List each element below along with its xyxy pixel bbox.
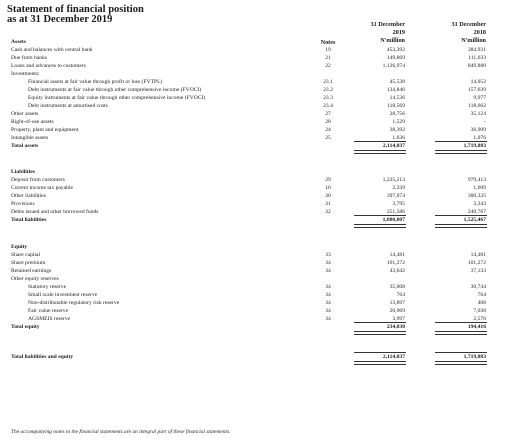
double-rule [435,224,487,228]
value-2019: 2,114,037 [382,143,405,149]
value-2018: - [484,119,486,125]
table-row [0,54,526,62]
single-rule [354,352,406,353]
value-2019: 28,756 [389,111,405,117]
value-2019: 35,008 [389,284,405,290]
page-subtitle: as at 31 December 2019 [7,14,113,25]
single-rule [354,141,406,142]
value-2019: 45,538 [389,79,405,85]
row-note: 23.2 [323,87,333,93]
row-note: 21 [325,55,331,61]
row-note: 34 [325,308,331,314]
value-2018: 9,977 [473,95,486,101]
value-2018: 37,133 [470,268,486,274]
column-header-2019: 31 December 2019 N'million [370,21,405,44]
row-label: Assets [11,39,26,45]
table-row [0,86,526,94]
row-label: Due from banks [11,55,48,61]
table-row [0,78,526,86]
single-rule [435,352,487,353]
table-row [0,243,526,251]
value-2018: 1,609 [473,185,486,191]
single-rule [354,215,406,216]
row-note: 31 [325,201,331,207]
row-label: Current income tax payable [11,185,73,191]
row-note: 27 [325,111,331,117]
row-note: 34 [325,300,331,306]
value-2018: 30,744 [470,284,486,290]
table-row [0,353,526,361]
single-rule [435,141,487,142]
single-rule [435,322,487,323]
table-row [0,126,526,134]
row-label: AGSMEIS reserve [28,316,71,322]
value-2019: 14,536 [389,95,405,101]
row-note: 23.1 [323,79,333,85]
value-2018: 849,880 [467,63,486,69]
row-note: 23.4 [323,103,333,109]
row-label: Cash and balances with central bank [11,47,93,53]
row-note: 34 [325,316,331,322]
row-label: Retained earnings [11,268,52,274]
value-2019: 1,636 [392,135,405,141]
row-label: Right-of-use assets [11,119,54,125]
row-label: Other liabilities [11,193,46,199]
row-note: 24 [325,127,331,133]
row-label: Statutory reserve [28,284,67,290]
value-2019: 20,969 [389,308,405,314]
row-note: 33 [325,252,331,258]
value-2018: 111,633 [468,55,486,61]
value-2019: 397,074 [386,193,405,199]
value-2018: 408 [477,300,486,306]
value-2019: 3,997 [392,316,405,322]
table-row [0,275,526,283]
table-row [0,267,526,275]
value-2018: 979,413 [467,177,486,183]
table-row [0,62,526,70]
row-label: Total liabilities [11,217,47,223]
value-2019: 38,392 [389,127,405,133]
double-rule [435,361,487,365]
row-note: 30 [325,193,331,199]
value-2019: 764 [396,292,405,298]
table-row [0,323,526,331]
table-row [0,259,526,267]
column-header-2018: 31 December 2018 N'million [451,21,486,44]
row-label: Investments: [11,71,40,77]
table-row [0,216,526,224]
value-2019: 1,126,974 [382,63,405,69]
table-row [0,176,526,184]
value-2019: 43,642 [389,268,405,274]
table-row [0,299,526,307]
table-row [0,251,526,259]
notes-column-header: Notes [320,39,336,46]
value-2019: 234,030 [386,324,405,330]
value-2019: 453,392 [386,47,405,53]
value-2018: 300,335 [467,193,486,199]
value-2018: 194,416 [467,324,486,330]
row-note: 28 [325,119,331,125]
row-label: Share capital [11,252,41,258]
value-2019: 1,880,007 [382,217,405,223]
page-title: Statement of financial position [7,4,144,15]
double-rule [354,331,406,335]
table-row [0,200,526,208]
row-label: Provisions [11,201,35,207]
row-note: 34 [325,268,331,274]
value-2019: 149,869 [386,55,405,61]
row-note: 25 [325,135,331,141]
row-label: Equity [11,244,28,250]
table-row [0,283,526,291]
row-label: Fair value reserve [28,308,69,314]
value-2018: 1,719,883 [463,354,486,360]
row-label: Other assets [11,111,39,117]
row-note: 22 [325,63,331,69]
row-label: Non-distributable regulatory risk reserve [28,300,120,306]
value-2018: 384,931 [467,47,486,53]
double-rule [435,150,487,154]
value-2018: 36,909 [470,127,486,133]
row-note: 29 [325,177,331,183]
value-2019: 14,481 [389,252,405,258]
value-2019: 1,225,213 [382,177,405,183]
value-2018: 1,076 [473,135,486,141]
single-rule [435,215,487,216]
row-note: 16 [325,185,331,191]
row-note: 23.3 [323,95,333,101]
table-row [0,142,526,150]
row-label: Liabilities [11,169,35,175]
row-label: Equity instruments at fair value through other comprehensive income (FVOCI) [28,95,206,101]
row-label: Intangible assets [11,135,49,141]
value-2019: 118,569 [387,103,405,109]
single-rule [354,322,406,323]
row-label: Total equity [11,324,40,330]
table-row [0,94,526,102]
table-row [0,38,526,46]
row-note: 34 [325,292,331,298]
value-2019: 1,529 [392,119,405,125]
row-note: 19 [325,47,331,53]
table-row [0,46,526,54]
value-2018: 240,767 [467,209,486,215]
table-row [0,291,526,299]
row-label: Other equity reserves [11,276,59,282]
double-rule [354,361,406,365]
value-2018: 157,639 [467,87,486,93]
value-2018: 1,719,883 [463,143,486,149]
row-label: Total liabilities and equity [11,354,74,360]
value-2018: 101,272 [467,260,486,266]
table-row [0,110,526,118]
value-2019: 3,795 [392,201,405,207]
row-label: Financial assets at fair value through profit or loss (FVTPL) [28,79,163,85]
table-row [0,102,526,110]
value-2018: 1,525,467 [463,217,486,223]
row-label: Small scale investment reserve [28,292,98,298]
double-rule [354,224,406,228]
row-label: Total assets [11,143,39,149]
row-label: Share premium [11,260,46,266]
row-label: Debt instruments at amortised costs [28,103,108,109]
value-2018: 14,052 [470,79,486,85]
row-label: Debt instruments at fair value through other comprehensive income (FVOCI) [28,87,202,93]
row-label: Loans and advances to customers [11,63,86,69]
value-2018: 35,124 [470,111,486,117]
value-2018: 118,662 [468,103,486,109]
table-row [0,118,526,126]
value-2019: 2,114,037 [382,354,405,360]
row-label: Property, plant and equipment [11,127,79,133]
value-2018: 7,038 [473,308,486,314]
double-rule [354,150,406,154]
value-2019: 134,846 [386,87,405,93]
value-2018: 2,576 [473,316,486,322]
row-note: 34 [325,260,331,266]
value-2018: 14,481 [470,252,486,258]
table-row [0,307,526,315]
value-2019: 2,339 [392,185,405,191]
table-row [0,70,526,78]
value-2019: 13,897 [389,300,405,306]
table-row [0,184,526,192]
value-2018: 764 [477,292,486,298]
value-2019: 251,586 [386,209,405,215]
footnote: The accompanying notes to the financial statements are an integral part of these financial statements. [11,429,231,435]
value-2019: 101,272 [386,260,405,266]
row-note: 32 [325,209,331,215]
row-note: 34 [325,284,331,290]
table-row [0,168,526,176]
table-row [0,192,526,200]
double-rule [435,331,487,335]
row-label: Deposit from customers [11,177,65,183]
value-2018: 3,343 [473,201,486,207]
row-label: Debts issued and other borrowed funds [11,209,99,215]
